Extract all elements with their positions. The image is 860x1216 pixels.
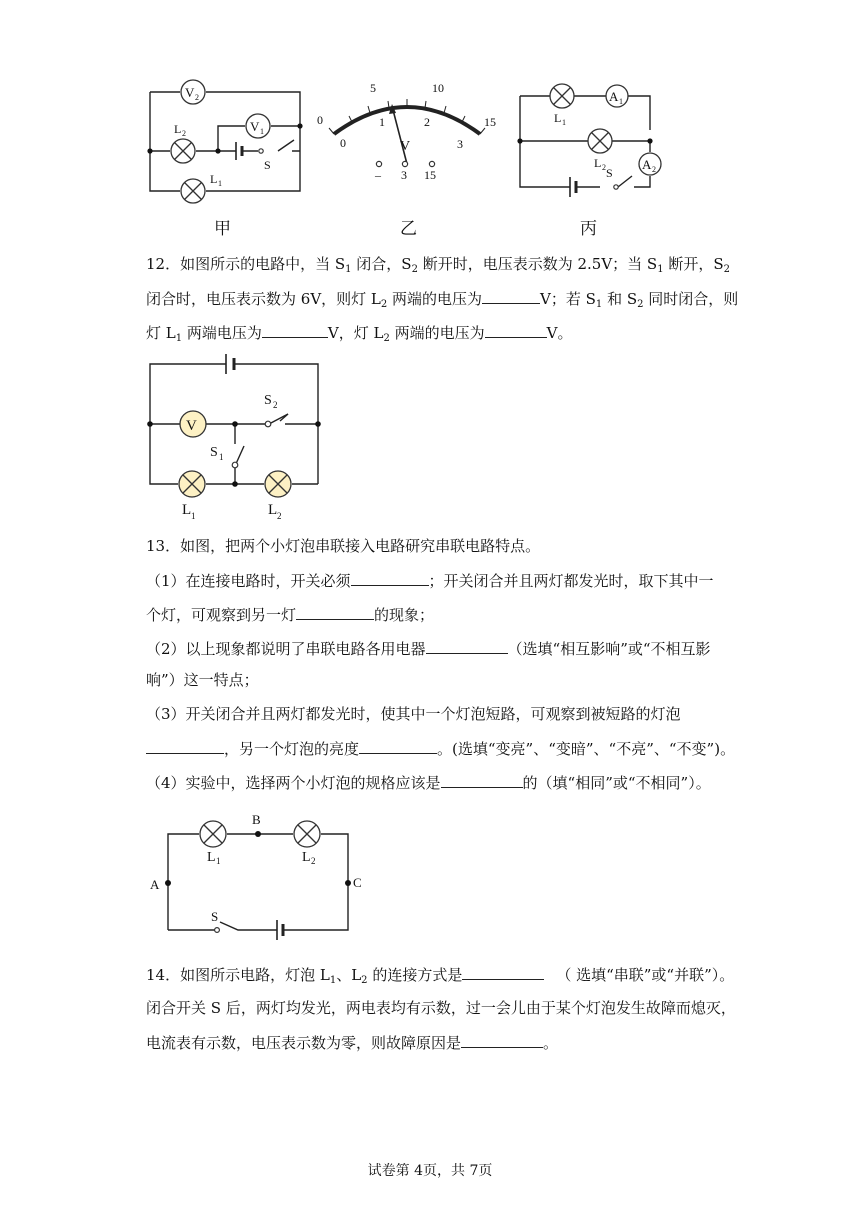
bing-s-label: S	[606, 166, 613, 180]
q14-line-3: 电流表有示数，电压表示数为零，则故障原因是 。	[146, 1034, 559, 1052]
dial-outer-0: 0	[317, 113, 323, 127]
q13-part3-line1: （3）开关闭合并且两灯都发光时，使其中一个灯泡短路，可观察到被短路的灯泡	[146, 705, 681, 723]
dial-inner-0: 0	[340, 136, 346, 150]
q12-l2-sub: 2	[277, 511, 282, 521]
q13-s-label: S	[211, 909, 219, 924]
q13-part1-line2: 个灯，可观察到另一灯 的现象；	[146, 606, 435, 624]
q13-part2-line2: 响”）这一特点；	[146, 671, 259, 689]
dial-needle	[392, 106, 407, 164]
q12-line-3: 灯 $L_1$ 两端电压为 V，灯 $L_2$ 两端的电压为 V。	[146, 324, 573, 344]
q12-v-label: V	[186, 418, 197, 434]
q13-part3-line2: ，另一个灯泡的亮度 。(选填“变亮”、“变暗”、“不亮”、“不变”)。	[146, 738, 735, 759]
answer-blank[interactable]	[441, 772, 523, 788]
s-label: S	[264, 158, 271, 172]
q13-point-c: C	[353, 875, 362, 890]
q13-series-circuit-figure	[145, 808, 375, 948]
q12-s1-sub: 1	[219, 452, 224, 462]
q12-line-2: 闭合时，电压表示数为 6V，则灯 $L_2$ 两端的电压为 V；若 $S_1$ 和 $S_2$ 同时闭合，则	[146, 290, 739, 310]
answer-blank[interactable]	[296, 604, 374, 620]
a2-sub: 2	[652, 165, 656, 174]
answer-blank[interactable]	[485, 322, 547, 338]
terminal-negative-label: –	[375, 168, 381, 182]
dial-inner-1: 1	[379, 115, 385, 129]
v2-sub: 2	[195, 93, 199, 102]
terminal-negative	[376, 161, 381, 166]
l1-label: L	[210, 172, 218, 186]
figure-yi-voltmeter-dial	[312, 78, 507, 188]
answer-blank[interactable]	[426, 638, 508, 654]
bing-l1-label: L	[554, 111, 562, 125]
q13-intro: 13．如图，把两个小灯泡串联接入电路研究串联电路特点。	[146, 537, 541, 555]
bing-l1-sub: 1	[562, 118, 566, 127]
l2-label: L	[174, 122, 182, 136]
terminal-15-label: 15	[424, 168, 436, 182]
dial-unit: V	[400, 139, 411, 154]
figure-bing-caption: 丙	[580, 219, 597, 239]
bing-l2-label: L	[594, 156, 602, 170]
bing-l2-sub: 2	[602, 163, 606, 172]
answer-blank[interactable]	[359, 738, 437, 754]
figure-jia-circuit	[140, 76, 310, 206]
dial-outer-5: 5	[370, 81, 376, 95]
page-footer: 试卷第 4页，共 7页	[367, 1163, 493, 1179]
q14-line-1: 14．如图所示电路，灯泡 $L_1$、$L_2$ 的连接方式是 （ 选填“串联”或“并联”）。	[146, 966, 735, 986]
dial-inner-2: 2	[424, 115, 430, 129]
a1-sub: 1	[619, 97, 623, 106]
answer-blank[interactable]	[461, 1032, 543, 1048]
figure-yi-caption: 乙	[400, 219, 417, 239]
dial-inner-3: 3	[457, 137, 463, 151]
q13-l2-sub: 2	[311, 856, 316, 866]
figure-jia-caption: 甲	[214, 219, 231, 239]
answer-blank[interactable]	[462, 964, 544, 980]
q12-s2-sub: 2	[273, 400, 278, 410]
v1-sub: 1	[260, 127, 264, 136]
q12-s1-label: S	[210, 445, 218, 460]
q14-line-2: 闭合开关 S 后，两灯均发光，两电表均有示数，过一会儿由于某个灯泡发生故障而熄灭，	[146, 999, 736, 1017]
l1-sub: 1	[218, 179, 222, 188]
dial-outer-10: 10	[432, 81, 444, 95]
q13-l1-sub: 1	[216, 856, 221, 866]
q12-line-1: 12．如图所示的电路中，当 $S_1$ 闭合，$S_2$ 断开时，电压表示数为 2.5V；当 $S_1$ 断开，$S_2$	[146, 255, 731, 275]
q13-part4: （4）实验中，选择两个小灯泡的规格应该是 的（填“相同”或“不相同”）。	[146, 774, 711, 792]
q13-point-b: B	[252, 812, 261, 827]
terminal-3-label: 3	[401, 168, 407, 182]
terminal-15	[429, 161, 434, 166]
l2-sub: 2	[182, 129, 186, 138]
a2-label: A	[642, 157, 652, 172]
q12-l1-sub: 1	[191, 511, 196, 521]
answer-blank[interactable]	[262, 322, 328, 338]
v2-label: V	[185, 85, 195, 100]
q12-l2-label: L	[268, 502, 278, 518]
dial-outer-15: 15	[484, 115, 496, 129]
q12-circuit-figure	[140, 346, 330, 526]
answer-blank[interactable]	[146, 738, 224, 754]
q13-part1-line1: （1）在连接电路时，开关必须 ；开关闭合并且两灯都发光时，取下其中一	[146, 572, 714, 590]
q12-l1-label: L	[182, 502, 192, 518]
v1-label: V	[250, 119, 260, 134]
q13-point-a: A	[150, 877, 160, 892]
answer-blank[interactable]	[351, 570, 429, 586]
q13-l1-label: L	[207, 850, 216, 865]
q13-l2-label: L	[302, 850, 311, 865]
q12-s2-label: S	[264, 393, 272, 408]
figure-bing-circuit	[510, 76, 675, 206]
q13-part2-line1: （2）以上现象都说明了串联电路各用电器 （选填“相互影响”或“不相互影	[146, 640, 711, 658]
terminal-3	[402, 161, 407, 166]
a1-label: A	[609, 89, 619, 104]
answer-blank[interactable]	[482, 288, 540, 304]
